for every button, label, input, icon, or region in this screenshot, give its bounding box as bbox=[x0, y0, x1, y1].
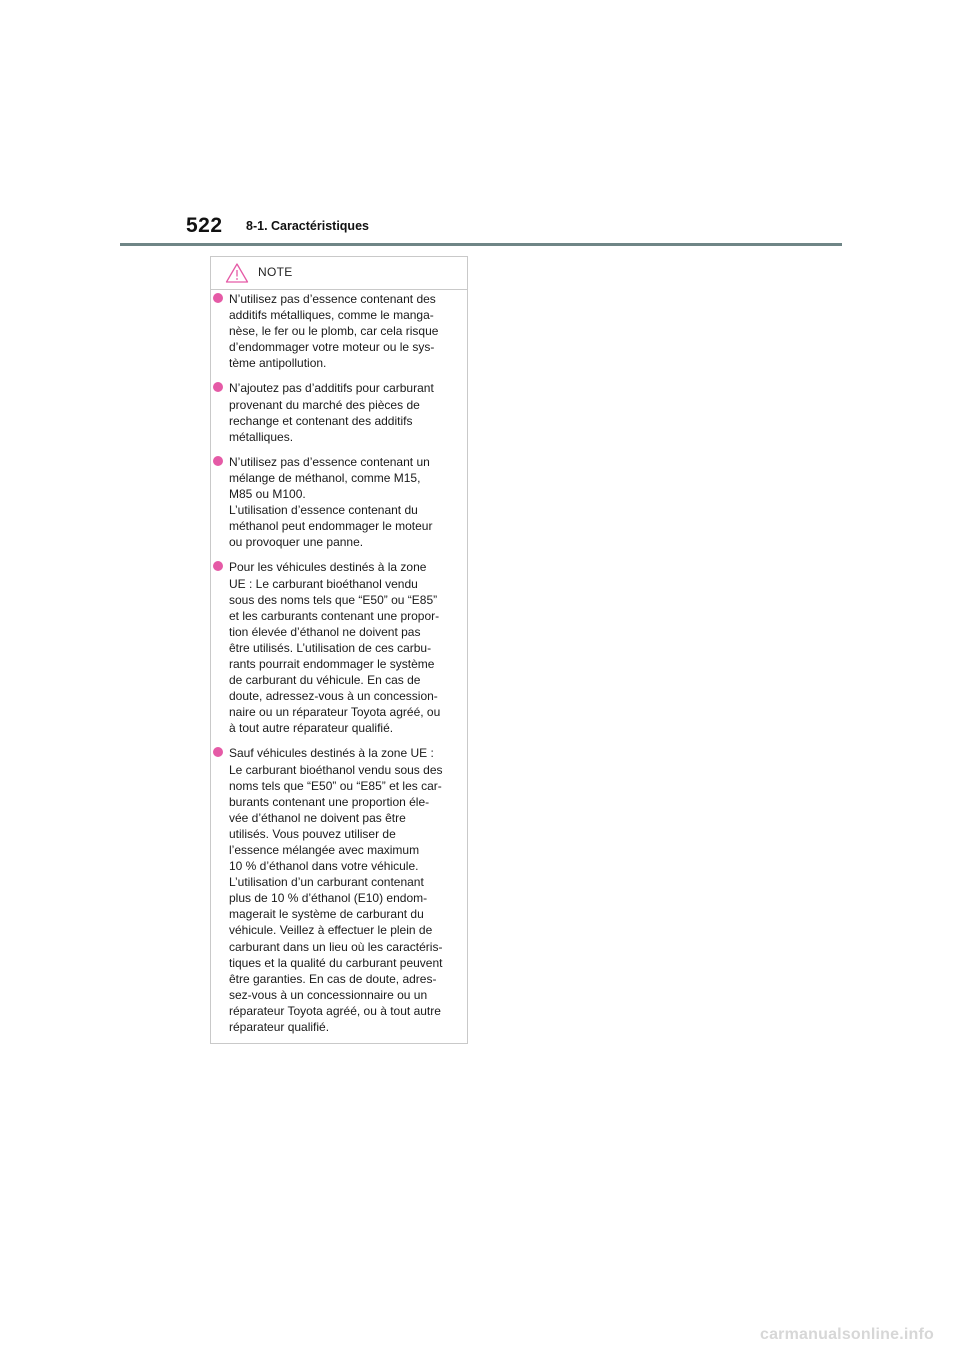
note-text-line: L’utilisation d’essence contenant du bbox=[229, 503, 418, 518]
note-text-line: burants contenant une proportion éle- bbox=[229, 794, 430, 809]
note-text-line: M85 ou M100. bbox=[229, 487, 306, 502]
bullet-icon bbox=[213, 747, 223, 757]
warning-triangle-icon bbox=[225, 262, 249, 284]
note-text-line: doute, adressez-vous à un concession- bbox=[229, 689, 438, 704]
note-text-line: 10 % d’éthanol dans votre véhicule. bbox=[229, 859, 419, 874]
bullet-icon bbox=[213, 561, 223, 571]
note-item bbox=[211, 454, 467, 551]
note-item bbox=[211, 380, 467, 444]
note-text-line: carburant dans un lieu où les caractéris- bbox=[229, 939, 443, 954]
note-text-line: L’utilisation d’un carburant contenant bbox=[229, 875, 424, 890]
note-text-line: être garanties. En cas de doute, adres- bbox=[229, 971, 437, 986]
note-text-line: réparateur Toyota agréé, ou à tout autre bbox=[229, 1003, 441, 1018]
note-text-line: métalliques. bbox=[229, 429, 294, 444]
note-text-line: d’endommager votre moteur ou le sys- bbox=[229, 340, 435, 355]
note-text-line: l’essence mélangée avec maximum bbox=[229, 843, 420, 857]
note-text-line: N’utilisez pas d’essence contenant des bbox=[229, 292, 436, 306]
note-text-line: sez-vous à un concessionnaire ou un bbox=[229, 987, 428, 1002]
note-text-line: véhicule. Veillez à effectuer le plein de bbox=[229, 923, 433, 938]
note-text-line: tiques et la qualité du carburant peuvent bbox=[229, 955, 443, 970]
note-text-line: provenant du marché des pièces de bbox=[229, 397, 420, 412]
note-text-line: et les carburants contenant une propor- bbox=[229, 608, 440, 623]
note-text-line: plus de 10 % d’éthanol (E10) endom- bbox=[229, 891, 428, 906]
page-number: 522 bbox=[186, 214, 223, 237]
note-item bbox=[211, 291, 467, 371]
note-text-line: Le carburant bioéthanol vendu sous des bbox=[229, 762, 443, 777]
note-text-line: tion élevée d’éthanol ne doivent pas bbox=[229, 624, 421, 639]
note-text-line: N’ajoutez pas d’additifs pour carburant bbox=[229, 381, 434, 396]
note-text-line: de carburant du véhicule. En cas de bbox=[229, 673, 421, 688]
note-text-line: nèse, le fer ou le plomb, car cela risque bbox=[229, 324, 439, 339]
note-text-line: naire ou un réparateur Toyota agréé, ou bbox=[229, 705, 441, 720]
note-text-line: tème antipollution. bbox=[229, 356, 327, 371]
section-title: 8-1. Caractéristiques bbox=[246, 219, 369, 233]
note-item bbox=[211, 559, 467, 736]
note-text-line: UE : Le carburant bioéthanol vendu bbox=[229, 576, 418, 591]
note-text-line: sous des noms tels que “E50” ou “E85” bbox=[229, 592, 438, 607]
note-item bbox=[211, 745, 467, 1035]
header-rule bbox=[120, 243, 842, 246]
note-text-line: vée d’éthanol ne doivent pas être bbox=[229, 810, 406, 825]
bullet-icon bbox=[213, 456, 223, 466]
note-text-line: magerait le système de carburant du bbox=[229, 907, 424, 922]
note-text-line: mélange de méthanol, comme M15, bbox=[229, 470, 421, 485]
watermark: carmanualsonline.info bbox=[759, 1326, 934, 1343]
note-text-line: à tout autre réparateur qualifié. bbox=[229, 721, 394, 736]
note-text-line: ou provoquer une panne. bbox=[229, 535, 364, 550]
bullet-icon bbox=[213, 293, 223, 303]
note-text-line: Sauf véhicules destinés à la zone UE : bbox=[229, 746, 434, 761]
note-text-line: utilisés. Vous pouvez utiliser de bbox=[229, 826, 396, 841]
note-text-line: N’utilisez pas d’essence contenant un bbox=[229, 454, 430, 469]
note-text-line: rechange et contenant des additifs bbox=[229, 413, 413, 428]
note-header bbox=[211, 257, 467, 290]
note-text-line: rants pourrait endommager le système bbox=[229, 656, 435, 671]
bullet-icon bbox=[213, 382, 223, 392]
note-text-line: méthanol peut endommager le moteur bbox=[229, 519, 433, 534]
note-box bbox=[210, 256, 468, 1044]
note-text-line: Pour les véhicules destinés à la zone bbox=[229, 560, 427, 575]
note-text-line: noms tels que “E50” ou “E85” et les car- bbox=[229, 778, 442, 793]
note-text-line: réparateur qualifié. bbox=[229, 1020, 330, 1035]
note-items bbox=[211, 291, 467, 1044]
note-text-line: être utilisés. L’utilisation de ces carbu- bbox=[229, 640, 432, 655]
note-label: NOTE bbox=[258, 265, 293, 279]
note-text-line: additifs métalliques, comme le manga- bbox=[229, 308, 434, 323]
